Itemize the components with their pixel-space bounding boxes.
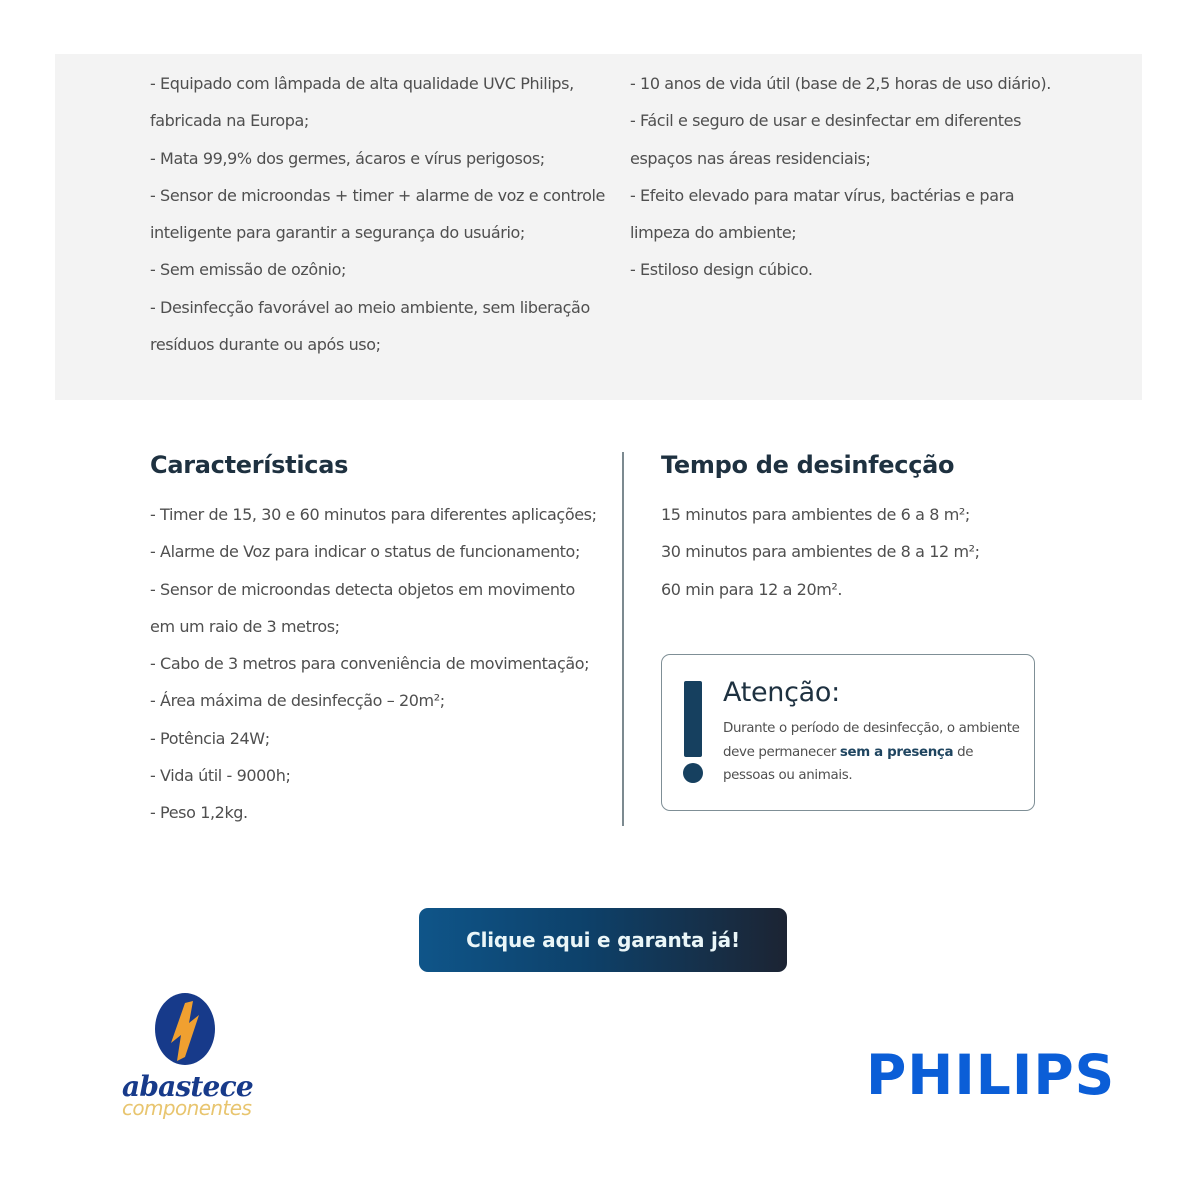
spec-line: - Sensor de microondas detecta objetos em movimento — [150, 579, 575, 599]
caracteristicas-list — [150, 496, 610, 832]
feature-line: espaços nas áreas residenciais; — [630, 148, 871, 168]
attention-text-strong: sem a presença — [839, 744, 954, 760]
lightning-bolt-icon — [155, 993, 215, 1065]
abastece-wordmark: abastece — [122, 1070, 253, 1103]
feature-line: fabricada na Europa; — [150, 111, 309, 131]
features-left-column — [150, 65, 610, 363]
spec-line: - Potência 24W; — [150, 728, 270, 748]
feature-line: - Sem emissão de ozônio; — [150, 260, 346, 280]
spec-line: - Alarme de Voz para indicar o status de funcionamento; — [150, 542, 580, 562]
attention-text — [723, 717, 1028, 788]
feature-line: - Efeito elevado para matar vírus, bactérias e para — [630, 185, 1015, 205]
feature-line: - Mata 99,9% dos germes, ácaros e vírus perigosos; — [150, 148, 545, 168]
spec-line: em um raio de 3 metros; — [150, 616, 340, 636]
feature-line: - Sensor de microondas + timer + alarme de voz e controle — [150, 185, 605, 205]
feature-line: - Estiloso design cúbico. — [630, 260, 813, 280]
spec-line: - Área máxima de desinfecção – 20m²; — [150, 691, 445, 711]
cta-button[interactable]: Clique aqui e garanta já! — [419, 908, 787, 972]
spec-line: - Peso 1,2kg. — [150, 803, 248, 823]
exclamation-dot — [683, 763, 703, 783]
attention-text-before: Durante o período de desinfecção, o ambiente deve permanecer — [723, 721, 1020, 760]
caracteristicas-heading: Características — [150, 451, 349, 479]
tempo-line: 60 min para 12 a 20m². — [661, 579, 843, 599]
feature-line: resíduos durante ou após uso; — [150, 335, 381, 355]
feature-line: limpeza do ambiente; — [630, 223, 797, 243]
tempo-line: 30 minutos para ambientes de 8 a 12 m²; — [661, 542, 980, 562]
feature-line: inteligente para garantir a segurança do usuário; — [150, 223, 525, 243]
tempo-line: 15 minutos para ambientes de 6 a 8 m²; — [661, 505, 970, 524]
feature-line: - 10 anos de vida útil (base de 2,5 horas de uso diário). — [630, 74, 1051, 93]
feature-line: - Equipado com lâmpada de alta qualidade UVC Philips, — [150, 74, 574, 93]
spec-line: - Cabo de 3 metros para conveniência de movimentação; — [150, 654, 590, 674]
spec-line: - Vida útil - 9000h; — [150, 766, 291, 786]
column-divider — [622, 452, 624, 826]
tempo-list — [661, 496, 1061, 608]
tempo-heading: Tempo de desinfecção — [661, 451, 955, 479]
attention-text-after: de pessoas ou animais. — [723, 744, 974, 784]
exclamation-bar — [684, 681, 702, 757]
attention-title: Atenção: — [723, 677, 840, 708]
attention-box — [661, 654, 1035, 811]
feature-line: - Fácil e seguro de usar e desinfectar em diferentes — [630, 111, 1022, 131]
features-right-column — [630, 65, 1070, 289]
abastece-subtitle: componentes — [122, 1096, 252, 1120]
spec-line: - Timer de 15, 30 e 60 minutos para diferentes aplicações; — [150, 505, 597, 524]
abastece-logo — [118, 992, 258, 1124]
feature-line: - Desinfecção favorável ao meio ambiente, sem liberação — [150, 297, 590, 317]
philips-logo: PHILIPS — [866, 1043, 1116, 1107]
